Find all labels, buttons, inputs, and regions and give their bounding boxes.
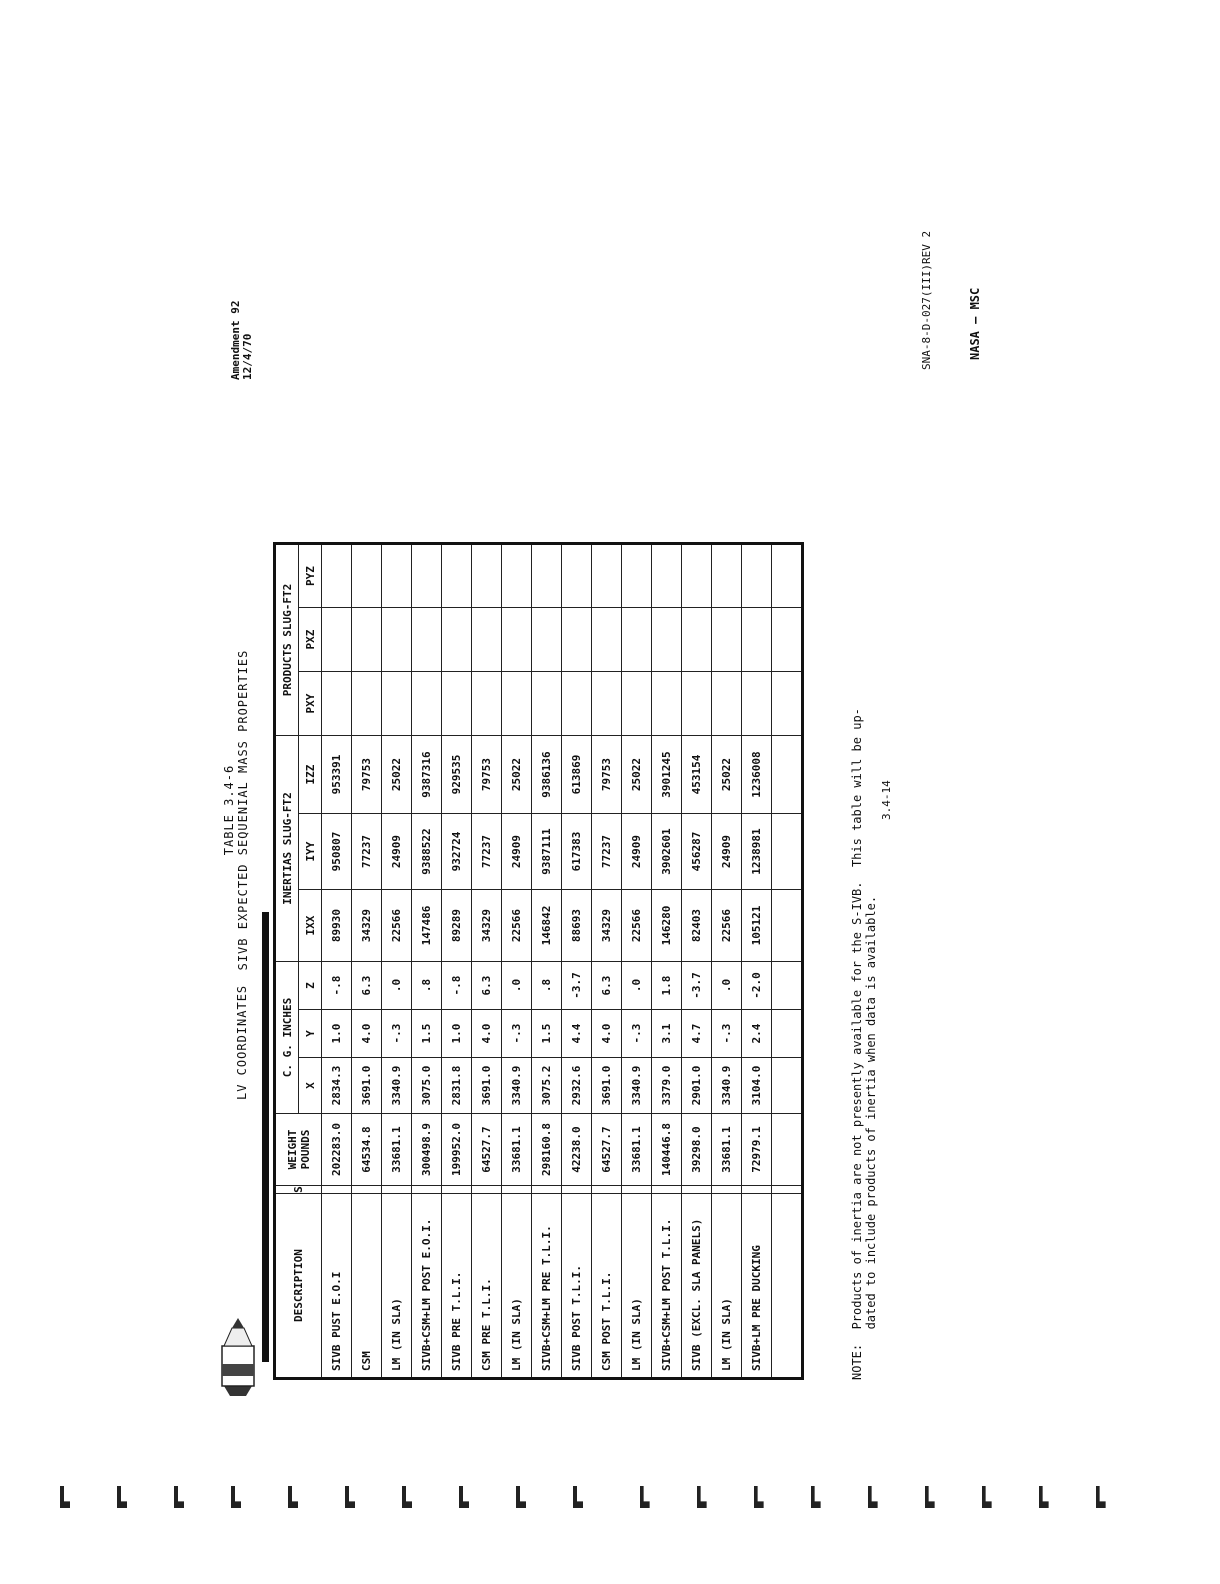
table-title: SIVB EXPECTED SEQUENIAL MASS PROPERTIES [236, 649, 250, 971]
cell-z: 6.3 [592, 962, 622, 1010]
cell-iyy [772, 814, 803, 890]
cell-pxy [562, 672, 592, 736]
cell-pxy [502, 672, 532, 736]
cell-desc: CSM PRE T.L.I. [472, 1194, 502, 1379]
cell-izz: 453154 [682, 736, 712, 814]
cell-izz: 613869 [562, 736, 592, 814]
cell-x: 3691.0 [352, 1058, 382, 1114]
header-pxz: PXZ [299, 608, 322, 672]
cell-y: 1.0 [442, 1010, 472, 1058]
cell-pxz [712, 608, 742, 672]
cell-x: 3104.0 [742, 1058, 772, 1114]
header-pxy: PXY [299, 672, 322, 736]
cell-s [562, 1186, 592, 1194]
cell-z: .0 [712, 962, 742, 1010]
cell-y: 1.0 [322, 1010, 352, 1058]
header-z: Z [299, 962, 322, 1010]
document-number: SNA-8-D-027(III)REV 2 [920, 230, 933, 370]
cell-pyz [352, 544, 382, 608]
cell-izz: 79753 [592, 736, 622, 814]
cell-weight: 64527.7 [592, 1114, 622, 1186]
cell-ixx [772, 890, 803, 962]
cell-pxy [532, 672, 562, 736]
cell-weight: 42238.0 [562, 1114, 592, 1186]
cell-y: 2.4 [742, 1010, 772, 1058]
cell-iyy: 950807 [322, 814, 352, 890]
cell-s [322, 1186, 352, 1194]
table-row [622, 544, 652, 1379]
cell-x: 3340.9 [382, 1058, 412, 1114]
cell-y: 3.1 [652, 1010, 682, 1058]
cell-pxy [472, 672, 502, 736]
table-row [382, 544, 412, 1379]
cell-weight: 64534.8 [352, 1114, 382, 1186]
cell-desc: SIVB PUST E.O.I [322, 1194, 352, 1379]
cell-pyz [652, 544, 682, 608]
cell-x: 3075.2 [532, 1058, 562, 1114]
cell-pxz [352, 608, 382, 672]
cell-izz: 25022 [712, 736, 742, 814]
cell-y: -.3 [622, 1010, 652, 1058]
cell-pxy [772, 672, 803, 736]
cell-izz: 9387316 [412, 736, 442, 814]
cell-pyz [592, 544, 622, 608]
header-iyy: IYY [299, 814, 322, 890]
cell-ixx: 89930 [322, 890, 352, 962]
cell-pxy [442, 672, 472, 736]
cell-z: 6.3 [352, 962, 382, 1010]
cell-iyy: 77237 [472, 814, 502, 890]
cell-y: 4.4 [562, 1010, 592, 1058]
cell-desc: LM (IN SLA) [502, 1194, 532, 1379]
lv-coordinates-label: LV COORDINATES [235, 984, 249, 1100]
cell-desc: SIVB (EXCL. SLA PANELS) [682, 1194, 712, 1379]
header-weight: WEIGHT POUNDS [275, 1114, 322, 1186]
cell-iyy: 9388522 [412, 814, 442, 890]
cell-s [412, 1186, 442, 1194]
table-row [562, 544, 592, 1379]
cell-iyy: 24909 [712, 814, 742, 890]
cell-z: -3.7 [562, 962, 592, 1010]
cell-x: 2932.6 [562, 1058, 592, 1114]
header-s: S [275, 1186, 322, 1194]
cell-weight: 298160.8 [532, 1114, 562, 1186]
cell-x: 3340.9 [712, 1058, 742, 1114]
cell-izz: 1236008 [742, 736, 772, 814]
cell-desc: SIVB+CSM+LM POST E.O.I. [412, 1194, 442, 1379]
cell-pyz [712, 544, 742, 608]
cell-izz: 953391 [322, 736, 352, 814]
cell-s [742, 1186, 772, 1194]
cell-pxz [592, 608, 622, 672]
cell-y [772, 1010, 803, 1058]
table-body [322, 544, 803, 1379]
table-row [412, 544, 442, 1379]
cell-z: -.8 [442, 962, 472, 1010]
scan-edge-marks [60, 1486, 1170, 1516]
table-row [502, 544, 532, 1379]
table-row [592, 544, 622, 1379]
cell-x: 3691.0 [472, 1058, 502, 1114]
cell-weight: 33681.1 [712, 1114, 742, 1186]
cell-pxy [382, 672, 412, 736]
cell-x: 3340.9 [502, 1058, 532, 1114]
cell-iyy: 617383 [562, 814, 592, 890]
cell-z: -2.0 [742, 962, 772, 1010]
cell-z: 1.8 [652, 962, 682, 1010]
table-row [532, 544, 562, 1379]
cell-y: 4.7 [682, 1010, 712, 1058]
cell-izz: 25022 [502, 736, 532, 814]
cell-s [592, 1186, 622, 1194]
rotated-page [200, 180, 982, 1380]
cell-pxz [412, 608, 442, 672]
cell-pxy [622, 672, 652, 736]
cell-z: .0 [502, 962, 532, 1010]
cell-s [772, 1186, 803, 1194]
cell-ixx: 82403 [682, 890, 712, 962]
cell-ixx: 22566 [382, 890, 412, 962]
cell-desc: LM (IN SLA) [712, 1194, 742, 1379]
cell-weight: 33681.1 [502, 1114, 532, 1186]
cell-ixx: 146280 [652, 890, 682, 962]
cell-ixx: 34329 [592, 890, 622, 962]
cell-pxy [682, 672, 712, 736]
cell-izz: 9386136 [532, 736, 562, 814]
table-row [652, 544, 682, 1379]
cell-pxz [382, 608, 412, 672]
cell-pyz [532, 544, 562, 608]
cell-ixx: 89289 [442, 890, 472, 962]
table-row [442, 544, 472, 1379]
cell-s [442, 1186, 472, 1194]
cell-z: 6.3 [472, 962, 502, 1010]
cell-ixx: 34329 [352, 890, 382, 962]
cell-izz: 79753 [352, 736, 382, 814]
cell-x: 3340.9 [622, 1058, 652, 1114]
cell-weight [772, 1114, 803, 1186]
cell-ixx: 34329 [472, 890, 502, 962]
cell-pyz [322, 544, 352, 608]
cell-desc: SIVB POST T.L.I. [562, 1194, 592, 1379]
cell-z: -.8 [322, 962, 352, 1010]
table-row [772, 544, 803, 1379]
table-row [352, 544, 382, 1379]
cell-pxy [742, 672, 772, 736]
cell-ixx: 146842 [532, 890, 562, 962]
cell-pyz [742, 544, 772, 608]
cell-desc: CSM POST T.L.I. [592, 1194, 622, 1379]
amendment-date: 12/4/70 [241, 333, 254, 380]
cell-weight: 33681.1 [382, 1114, 412, 1186]
cell-pxz [742, 608, 772, 672]
cell-weight: 64527.7 [472, 1114, 502, 1186]
cell-s [382, 1186, 412, 1194]
cell-z [772, 962, 803, 1010]
cell-pyz [382, 544, 412, 608]
cell-y: 1.5 [532, 1010, 562, 1058]
cell-izz: 25022 [382, 736, 412, 814]
cell-pxy [712, 672, 742, 736]
cell-iyy: 3902601 [652, 814, 682, 890]
cell-pxy [652, 672, 682, 736]
separator-bar [262, 912, 269, 1362]
cell-s [532, 1186, 562, 1194]
cell-y: -.3 [712, 1010, 742, 1058]
cell-x: 2901.0 [682, 1058, 712, 1114]
cell-z: .8 [532, 962, 562, 1010]
amendment-label: Amendment 92 [229, 300, 242, 380]
header-pyz: PYZ [299, 544, 322, 608]
cell-y: 4.0 [352, 1010, 382, 1058]
cell-pyz [502, 544, 532, 608]
cell-weight: 33681.1 [622, 1114, 652, 1186]
cell-izz: 25022 [622, 736, 652, 814]
footnote: NOTE: Products of inertia are not presently available for the S-IVB. This table will be up- dated to include products of inertia when data is available. [850, 708, 878, 1380]
cell-z: .8 [412, 962, 442, 1010]
cell-z: -3.7 [682, 962, 712, 1010]
cell-pxz [652, 608, 682, 672]
header-products: PRODUCTS SLUG-FT2 [275, 544, 299, 736]
header-ixx: IXX [299, 890, 322, 962]
cell-pyz [772, 544, 803, 608]
cell-pxz [622, 608, 652, 672]
table-row [712, 544, 742, 1379]
header-x: X [299, 1058, 322, 1114]
cell-iyy: 77237 [592, 814, 622, 890]
cell-y: 4.0 [592, 1010, 622, 1058]
cell-ixx: 22566 [622, 890, 652, 962]
cell-desc: SIVB+LM PRE DUCKING [742, 1194, 772, 1379]
cell-s [472, 1186, 502, 1194]
cell-y: -.3 [502, 1010, 532, 1058]
cell-weight: 72979.1 [742, 1114, 772, 1186]
cell-iyy: 77237 [352, 814, 382, 890]
header-cg: C. G. INCHES [275, 962, 299, 1114]
organization: NASA — MSC [968, 287, 982, 360]
table-row [322, 544, 352, 1379]
cell-y: 4.0 [472, 1010, 502, 1058]
cell-y: 1.5 [412, 1010, 442, 1058]
cell-desc: SIVB+CSM+LM POST T.L.I. [652, 1194, 682, 1379]
cell-desc: SIVB PRE T.L.I. [442, 1194, 472, 1379]
cell-s [622, 1186, 652, 1194]
cell-pxy [592, 672, 622, 736]
cell-iyy: 932724 [442, 814, 472, 890]
cell-pxz [502, 608, 532, 672]
page-number: 3.4-14 [880, 780, 893, 820]
header-description: DESCRIPTION [275, 1194, 322, 1379]
cell-desc: LM (IN SLA) [622, 1194, 652, 1379]
cell-pxz [532, 608, 562, 672]
header-inertias: INERTIAS SLUG-FT2 [275, 736, 299, 962]
header-y: Y [299, 1010, 322, 1058]
cell-izz: 79753 [472, 736, 502, 814]
cell-pxz [682, 608, 712, 672]
cell-pyz [622, 544, 652, 608]
amendment-block [230, 301, 254, 380]
cell-izz [772, 736, 803, 814]
cell-izz: 929535 [442, 736, 472, 814]
cell-pxy [352, 672, 382, 736]
cell-pyz [682, 544, 712, 608]
cell-ixx: 22566 [712, 890, 742, 962]
cell-iyy: 24909 [382, 814, 412, 890]
table-number: TABLE 3.4-6 [222, 764, 236, 856]
cell-pxz [442, 608, 472, 672]
cell-pyz [442, 544, 472, 608]
cell-ixx: 105121 [742, 890, 772, 962]
cell-y: -.3 [382, 1010, 412, 1058]
cell-x: 2831.8 [442, 1058, 472, 1114]
cell-iyy: 24909 [502, 814, 532, 890]
cell-weight: 202283.0 [322, 1114, 352, 1186]
cell-s [712, 1186, 742, 1194]
cell-pxy [412, 672, 442, 736]
cell-desc: CSM [352, 1194, 382, 1379]
cell-x: 3075.0 [412, 1058, 442, 1114]
cell-x [772, 1058, 803, 1114]
cell-pxz [562, 608, 592, 672]
cell-pyz [562, 544, 592, 608]
cell-x: 3379.0 [652, 1058, 682, 1114]
table-row [682, 544, 712, 1379]
cell-x: 2834.3 [322, 1058, 352, 1114]
cell-desc: LM (IN SLA) [382, 1194, 412, 1379]
cell-s [502, 1186, 532, 1194]
cell-weight: 199952.0 [442, 1114, 472, 1186]
table-row [742, 544, 772, 1379]
cell-ixx: 147486 [412, 890, 442, 962]
cell-s [652, 1186, 682, 1194]
header-izz: IZZ [299, 736, 322, 814]
cell-iyy: 24909 [622, 814, 652, 890]
cell-izz: 3901245 [652, 736, 682, 814]
cell-s [352, 1186, 382, 1194]
cell-weight: 140446.8 [652, 1114, 682, 1186]
cell-pyz [412, 544, 442, 608]
cell-desc: SIVB+CSM+LM PRE T.L.I. [532, 1194, 562, 1379]
cell-desc [772, 1194, 803, 1379]
cell-pxy [322, 672, 352, 736]
cell-ixx: 22566 [502, 890, 532, 962]
mass-properties-table [273, 542, 804, 1380]
cell-x: 3691.0 [592, 1058, 622, 1114]
cell-pyz [472, 544, 502, 608]
cell-iyy: 9387111 [532, 814, 562, 890]
cell-ixx: 88693 [562, 890, 592, 962]
cell-pxz [772, 608, 803, 672]
cell-pxz [472, 608, 502, 672]
cell-pxz [322, 608, 352, 672]
cell-z: .0 [382, 962, 412, 1010]
cell-weight: 39298.0 [682, 1114, 712, 1186]
cell-z: .0 [622, 962, 652, 1010]
cell-iyy: 456287 [682, 814, 712, 890]
cell-weight: 300498.9 [412, 1114, 442, 1186]
cell-iyy: 1238981 [742, 814, 772, 890]
table-row [472, 544, 502, 1379]
cell-s [682, 1186, 712, 1194]
